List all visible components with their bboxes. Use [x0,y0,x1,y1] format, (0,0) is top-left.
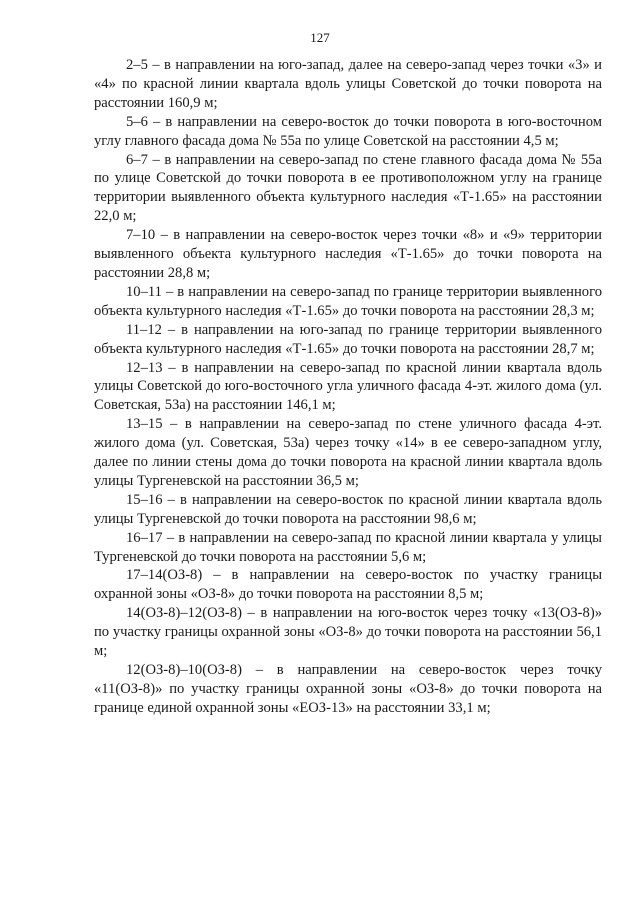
paragraph: 2–5 – в направлении на юго-запад, далее на северо-запад через точки «3» и «4» по красной линии квартала вдоль улицы Советской до точки поворота на расстоянии 160,9 м; [94,57,602,111]
document-body [94,56,602,718]
paragraph: 15–16 – в направлении на северо-восток по красной линии квартала вдоль улицы Тургеневской до точки поворота на расстоянии 98,6 м; [94,491,602,527]
paragraph: 14(ОЗ-8)–12(ОЗ-8) – в направлении на юго-восток через точку «13(ОЗ-8)» по участку границы охранной зоны «ОЗ-8» до точки поворота на расстоянии 56,1 м; [94,605,602,660]
paragraph: 12(ОЗ-8)–10(ОЗ-8) – в направлении на северо-восток через точку «11(ОЗ-8)» по участку границы охранной зоны «ОЗ-8» до точки поворота на границе единой охранной зоны «ЕОЗ-13» на расстоянии 33,1 м; [94,662,602,716]
paragraph: 5–6 – в направлении на северо-восток до точки поворота в юго-восточном углу главного фасада дома № 55а по улице Советской на расстоянии 4,5 м; [94,113,602,149]
paragraph: 13–15 – в направлении на северо-запад по стене уличного фасада 4-эт. жилого дома (ул. Советская, 53а) через точку «14» в ее северо-западном углу, далее по линии стены дома до точки поворота на красной линии квартала вдоль улицы Тургеневской на расстоянии 36,5 м; [94,416,602,489]
paragraph: 17–14(ОЗ-8) – в направлении на северо-восток по участку границы охранной зоны «ОЗ-8» до точки поворота на расстоянии 8,5 м; [94,567,602,603]
paragraph: 16–17 – в направлении на северо-запад по красной линии квартала у улицы Тургеневской до точки поворота на расстоянии 5,6 м; [94,529,602,565]
paragraph: 11–12 – в направлении на юго-запад по границе территории выявленного объекта культурного наследия «Т-1.65» до точки поворота на расстоянии 28,7 м; [94,321,602,357]
paragraph: 10–11 – в направлении на северо-запад по границе территории выявленного объекта культурного наследия «Т-1.65» до точки поворота на расстоянии 28,3 м; [94,283,602,319]
page-number: 127 [310,30,330,45]
paragraph: 12–13 – в направлении на северо-запад по красной линии квартала вдоль улицы Советской до юго-восточного угла уличного фасада 4-эт. жилого дома (ул. Советская, 53а) на расстоянии 146,1 м; [94,359,602,414]
paragraph: 6–7 – в направлении на северо-запад по стене главного фасада дома № 55а по улице Советской до точки поворота в ее противоположном углу на границе территории выявленного объекта культурного наследия «Т-1.65» на расстоянии 22,0 м; [94,151,602,225]
paragraph: 7–10 – в направлении на северо-восток через точки «8» и «9» территории выявленного объекта культурного наследия «Т-1.65» до точки поворота на расстоянии 28,8 м; [94,227,602,281]
